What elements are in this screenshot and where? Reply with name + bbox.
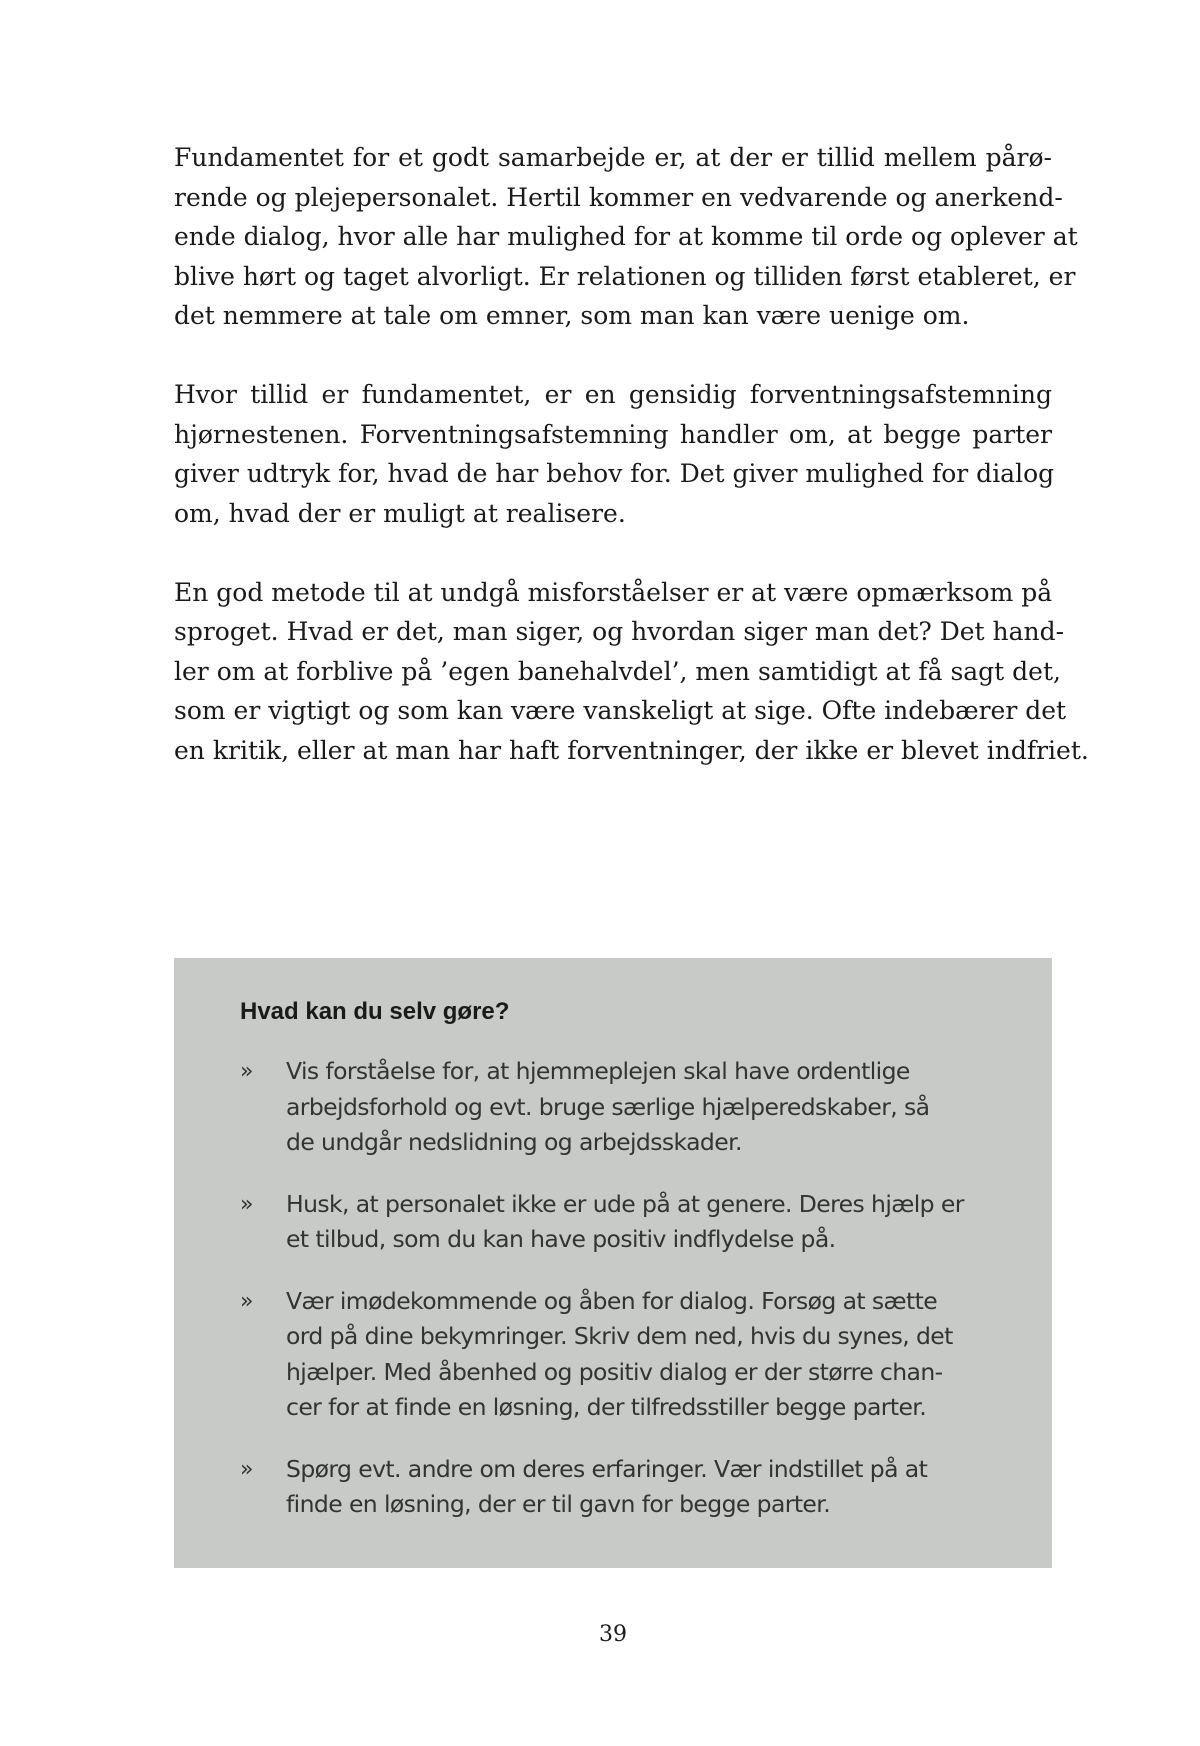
tip-line: Vis forståelse for, at hjemmeplejen skal have ordentlige (286, 1057, 910, 1085)
tip-line: cer for at finde en løsning, der tilfredsstiller begge parter. (286, 1393, 927, 1421)
text-line: som er vigtigt og som kan være vanskeligt at sige. Ofte indebærer det (174, 696, 1067, 725)
tip-line: arbejdsforhold og evt. bruge særlige hjælperedskaber, så (286, 1092, 930, 1121)
tip-line: Vær imødekommende og åben for dialog. Forsøg at sætte (286, 1286, 938, 1315)
text-line: En god metode til at undgå misforståelser er at være opmærksom på (174, 577, 1053, 607)
text-line: sproget. Hvad er det, man siger, og hvordan siger man det? Det hand- (174, 617, 1065, 646)
tip-line: Husk, at personalet ikke er ude på at genere. Deres hjælp er (286, 1189, 964, 1218)
tip-list (240, 1054, 1000, 1549)
bullet-icon: » (240, 1456, 254, 1482)
tip-line: finde en løsning, der er til gavn for begge parter. (286, 1490, 831, 1518)
text-line: om, hvad der er muligt at realisere. (174, 498, 626, 528)
text-line: rende og plejepersonalet. Hertil kommer en vedvarende og anerkend- (174, 182, 1063, 212)
paragraph-2 (174, 375, 1055, 533)
text-line: hjørnestenen. Forventningsafstemning handler om, at begge parter (174, 419, 1052, 449)
text-line: ler om at forblive på ’egen banehalvdel’, men samtidigt at få sagt det, (174, 656, 1061, 686)
bullet-icon: » (240, 1059, 254, 1084)
text-line: en kritik, eller at man har haft forventninger, der ikke er blevet indfriet. (174, 735, 1089, 765)
body-text (174, 138, 1089, 810)
text-line: blive hørt og taget alvorligt. Er relationen og tilliden først etableret, er (174, 261, 1076, 291)
text-line: det nemmere at tale om emner, som man kan være uenige om. (174, 301, 970, 330)
bullet-icon: » (240, 1191, 254, 1217)
tip-line: Spørg evt. andre om deres erfaringer. Vær indstillet på at (286, 1454, 928, 1483)
text-line: giver udtryk for, hvad de har behov for. Det giver mulighed for dialog (174, 459, 1055, 488)
tip-box (174, 958, 1052, 1568)
tip-line: ord på dine bekymringer. Skriv dem ned, hvis du synes, det (286, 1322, 953, 1350)
text-line: ende dialog, hvor alle har mulighed for at komme til orde og oplever at (174, 222, 1078, 251)
bullet-icon: » (240, 1288, 254, 1314)
tip-box-title: Hvad kan du selv gøre? (240, 998, 510, 1025)
paragraph-1 (174, 138, 1078, 336)
text-line: Hvor tillid er fundamentet, er en gensidig forventningsafstemning (174, 380, 1052, 409)
tip-line: de undgår nedslidning og arbejdsskader. (286, 1128, 742, 1156)
tip-line: hjælper. Med åbenhed og positiv dialog er der større chan- (286, 1357, 943, 1386)
tip-line: et tilbud, som du kan have positiv indflydelse på. (286, 1225, 836, 1253)
tip-list-item (240, 1284, 1000, 1426)
text-line: Fundamentet for et godt samarbejde er, at der er tillid mellem pårø- (174, 143, 1052, 172)
paragraph-3 (174, 573, 1089, 771)
tip-list-item (240, 1452, 1000, 1523)
tip-list-item (240, 1054, 1000, 1161)
page-number: 39 (599, 1622, 627, 1647)
tip-list-item (240, 1187, 1000, 1258)
